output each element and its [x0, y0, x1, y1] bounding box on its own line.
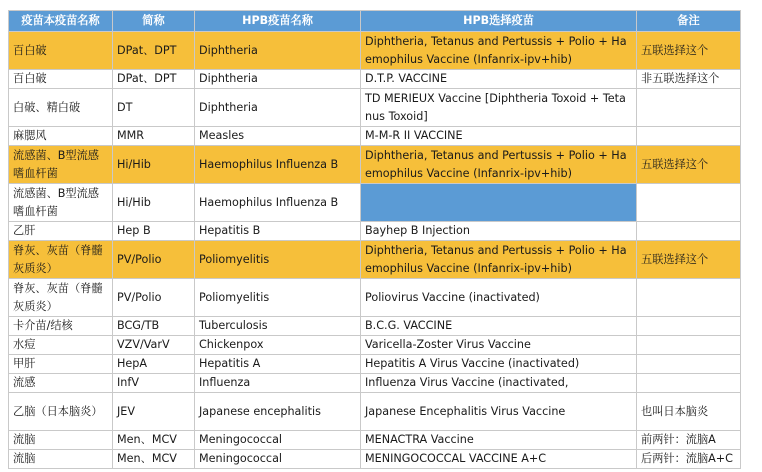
table-cell[interactable]: Hi/Hib: [113, 184, 195, 222]
table-cell[interactable]: 前两针：流脑A: [637, 431, 741, 450]
table-cell[interactable]: Hepatitis A Virus Vaccine (inactivated): [361, 355, 637, 374]
table-row: [9, 279, 741, 317]
header-row: [9, 11, 741, 32]
table-cell[interactable]: Hep B: [113, 222, 195, 241]
table-cell[interactable]: Hi/Hib: [113, 146, 195, 184]
table-cell[interactable]: [637, 127, 741, 146]
table-cell[interactable]: BCG/TB: [113, 317, 195, 336]
selected-cell[interactable]: [361, 184, 637, 222]
table-cell[interactable]: Men、MCV: [113, 450, 195, 469]
table-cell[interactable]: HepA: [113, 355, 195, 374]
table-row: [9, 70, 741, 89]
table-cell[interactable]: [637, 184, 741, 222]
table-cell[interactable]: Bayhep B Injection: [361, 222, 637, 241]
table-cell[interactable]: 流脑: [9, 431, 113, 450]
table-row: [9, 374, 741, 393]
table-cell[interactable]: 脊灰、灰苗（脊髓灰质炎）: [9, 279, 113, 317]
table-row: [9, 222, 741, 241]
table-cell[interactable]: 五联选择这个: [637, 146, 741, 184]
table-cell[interactable]: 麻腮风: [9, 127, 113, 146]
table-cell[interactable]: 流感菌、B型流感嗜血杆菌: [9, 184, 113, 222]
table-cell[interactable]: DT: [113, 89, 195, 127]
table-cell[interactable]: 流感: [9, 374, 113, 393]
table-cell[interactable]: DPat、DPT: [113, 32, 195, 70]
table-cell[interactable]: 水痘: [9, 336, 113, 355]
table-row: [9, 336, 741, 355]
table-cell[interactable]: InfV: [113, 374, 195, 393]
vaccine-table: [8, 10, 741, 469]
table-cell[interactable]: Influenza Virus Vaccine (inactivated,: [361, 374, 637, 393]
table-cell[interactable]: [637, 279, 741, 317]
table-row: [9, 89, 741, 127]
table-cell[interactable]: Hepatitis B: [195, 222, 361, 241]
table-cell[interactable]: [637, 374, 741, 393]
table-cell[interactable]: MENACTRA Vaccine: [361, 431, 637, 450]
table-cell[interactable]: Meningococcal: [195, 431, 361, 450]
table-cell[interactable]: 也叫日本脑炎: [637, 393, 741, 431]
table-cell[interactable]: Diphtheria: [195, 32, 361, 70]
table-cell[interactable]: TD MERIEUX Vaccine [Diphtheria Toxoid + Tetanus Toxoid]: [361, 89, 637, 127]
table-cell[interactable]: MMR: [113, 127, 195, 146]
table-cell[interactable]: 五联选择这个: [637, 32, 741, 70]
table-cell[interactable]: B.C.G. VACCINE: [361, 317, 637, 336]
table-cell[interactable]: 后两针：流脑A+C: [637, 450, 741, 469]
table-row: [9, 317, 741, 336]
table-cell[interactable]: Hepatitis A: [195, 355, 361, 374]
table-cell[interactable]: [637, 222, 741, 241]
table-cell[interactable]: Diphtheria, Tetanus and Pertussis + Polio + Haemophilus Vaccine (Infanrix-ipv+hib): [361, 146, 637, 184]
table-cell[interactable]: Diphtheria: [195, 70, 361, 89]
table-cell[interactable]: [637, 317, 741, 336]
table-cell[interactable]: Poliomyelitis: [195, 279, 361, 317]
table-cell[interactable]: 乙肝: [9, 222, 113, 241]
header-cell[interactable]: 疫苗本疫苗名称: [9, 11, 113, 32]
table-cell[interactable]: Diphtheria, Tetanus and Pertussis + Polio + Haemophilus Vaccine (Infanrix-ipv+hib): [361, 32, 637, 70]
table-cell[interactable]: Japanese encephalitis: [195, 393, 361, 431]
table-cell[interactable]: DPat、DPT: [113, 70, 195, 89]
table-row: [9, 450, 741, 469]
table-cell[interactable]: Haemophilus Influenza B: [195, 146, 361, 184]
table-row: [9, 241, 741, 279]
table-cell[interactable]: [637, 355, 741, 374]
table-cell[interactable]: 白破、精白破: [9, 89, 113, 127]
table-row: [9, 184, 741, 222]
table-cell[interactable]: Men、MCV: [113, 431, 195, 450]
table-row: [9, 32, 741, 70]
table-cell[interactable]: Diphtheria: [195, 89, 361, 127]
table-row: [9, 127, 741, 146]
table-cell[interactable]: 乙脑（日本脑炎）: [9, 393, 113, 431]
table-cell[interactable]: Poliovirus Vaccine (inactivated): [361, 279, 637, 317]
header-cell[interactable]: 备注: [637, 11, 741, 32]
table-row: [9, 355, 741, 374]
table-cell[interactable]: Poliomyelitis: [195, 241, 361, 279]
table-cell[interactable]: VZV/VarV: [113, 336, 195, 355]
table-cell[interactable]: M-M-R II VACCINE: [361, 127, 637, 146]
table-row: [9, 146, 741, 184]
header-cell[interactable]: 简称: [113, 11, 195, 32]
table-cell[interactable]: 非五联选择这个: [637, 70, 741, 89]
table-cell[interactable]: MENINGOCOCCAL VACCINE A+C: [361, 450, 637, 469]
table-cell[interactable]: 卡介苗/结核: [9, 317, 113, 336]
table-cell[interactable]: 甲肝: [9, 355, 113, 374]
table-row: [9, 393, 741, 431]
table-cell[interactable]: D.T.P. VACCINE: [361, 70, 637, 89]
table-cell[interactable]: Haemophilus Influenza B: [195, 184, 361, 222]
table-row: [9, 431, 741, 450]
table-cell[interactable]: Influenza: [195, 374, 361, 393]
table-cell[interactable]: Chickenpox: [195, 336, 361, 355]
table-cell[interactable]: Diphtheria, Tetanus and Pertussis + Polio + Haemophilus Vaccine (Infanrix-ipv+hib): [361, 241, 637, 279]
table-cell[interactable]: Varicella-Zoster Virus Vaccine: [361, 336, 637, 355]
table-cell[interactable]: Japanese Encephalitis Virus Vaccine: [361, 393, 637, 431]
header-cell[interactable]: HPB选择疫苗: [361, 11, 637, 32]
table-cell[interactable]: PV/Polio: [113, 241, 195, 279]
table-cell[interactable]: 流感菌、B型流感嗜血杆菌: [9, 146, 113, 184]
table-cell[interactable]: [637, 89, 741, 127]
table-cell[interactable]: JEV: [113, 393, 195, 431]
header-cell[interactable]: HPB疫苗名称: [195, 11, 361, 32]
table-cell[interactable]: 百白破: [9, 32, 113, 70]
table-cell[interactable]: 五联选择这个: [637, 241, 741, 279]
table-cell[interactable]: 百白破: [9, 70, 113, 89]
table-cell[interactable]: 脊灰、灰苗（脊髓灰质炎）: [9, 241, 113, 279]
table-cell[interactable]: Measles: [195, 127, 361, 146]
table-cell[interactable]: PV/Polio: [113, 279, 195, 317]
table-cell[interactable]: 流脑: [9, 450, 113, 469]
table-cell[interactable]: [637, 336, 741, 355]
table-cell[interactable]: Tuberculosis: [195, 317, 361, 336]
table-cell[interactable]: Meningococcal: [195, 450, 361, 469]
